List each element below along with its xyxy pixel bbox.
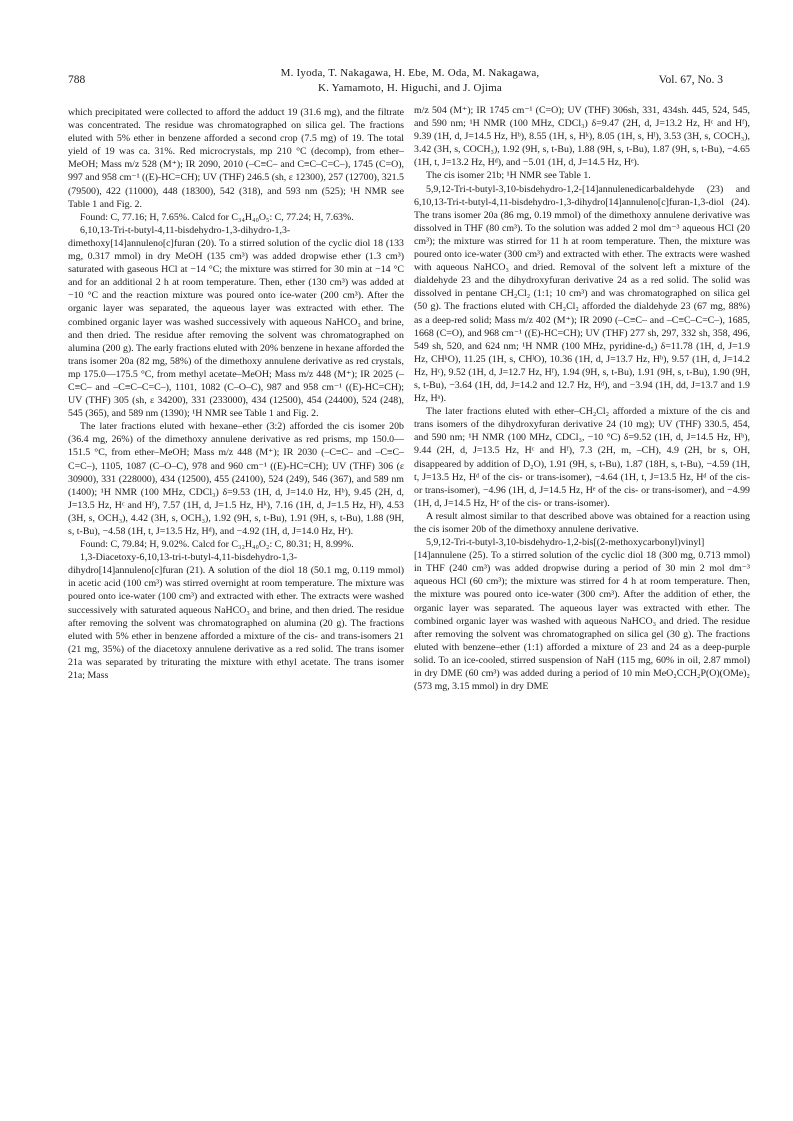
running-head-authors-line-2: K. Yamamoto, H. Higuchi, and J. Ojima [317, 82, 502, 94]
paragraph: The later fractions eluted with ether–CH₂Cl₂ afforded a mixture of the cis and trans isomers of the dihydroxyfuran derivative 24 (10 mg); UV (THF) 330.5, 454, and 590 nm; ¹H NMR (100 MHz, CDCl₃, −10 °C) δ=9.52 (1H, d, J=14.5 Hz, Hᵇ), 9.44 (2H, d, J=13.5 Hz, Hᶜ and Hᶠ), 7.3 (2H, m, –CH), 4.9 (2H, br s, OH, disappeared by addition of D₂O), 1.91 (9H, s, t-Bu), 1.87 (18H, s, t-Bu), −4.59 (1H, t, J=13.5 Hz, Hᵈ of the cis- or trans-isomer), −4.64 (1H, t, J=13.5 Hz, Hᵈ of the cis- or trans-isomer), −4.96 (1H, d, J=14.5 Hz, Hᵉ of the cis- or trans-isomer), and −4.99 (1H, d, J=14.5 Hz, Hᵉ of the cis- or trans-isomer). [414, 406, 750, 509]
paragraph: m/z 504 (M⁺); IR 1745 cm⁻¹ (C=O); UV (THF) 306sh, 331, 434sh. 445, 524, 545, and 590 nm; ¹H NMR (100 MHz, CDCl₃) δ=9.47 (2H, d, J=13.2 Hz, Hᶜ and Hᶠ), 9.39 (1H, d, J=14.5 Hz, Hᵇ), 8.55 (1H, s, Hᵏ), 8.05 (1H, s, Hˡ), 3.53 (3H, s, COCH₃), 3.42 (3H, s, COCH₃), 1.92 (9H, s, t-Bu), 1.88 (9H, s, t-Bu), 1.87 (9H, s, t-Bu), −4.65 (1H, t, J=13.2 Hz, Hᵈ), and −5.01 (1H, d, J=14.5 Hz, Hᵉ). [414, 105, 750, 169]
paragraph: A result almost similar to that described above was obtained for a reaction using the cis isomer 20b of the dimethoxy annulene derivative. [414, 510, 750, 535]
running-head-authors-line-1: M. Iyoda, T. Nakagawa, H. Ebe, M. Oda, M. Nakagawa, [280, 67, 540, 79]
paragraph: The cis isomer 21b; ¹H NMR see Table 1. [426, 170, 591, 182]
paragraph: Found: C, 77.16; H, 7.65%. Calcd for C₃₄H₄₀O₅: C, 77.24; H, 7.63%. [80, 211, 354, 223]
right-column [414, 104, 750, 693]
paragraph: 5,9,12-Tri-t-butyl-3,10-bisdehydro-1,2-bis[(2-methoxycarbonyl)vinyl][14]annulene (25). To a stirred solution of the cyclic diol 18 (300 mg, 0.713 mmol) in THF (240 cm³) was added dropwise during a period of 30 min 2 mol dm⁻³ aqueous HCl (60 cm³); the mixture was stirred for 4 h at room temperature. Then, the mixture was poured onto ice-water (300 cm³). After the addition of ether, the organic layer was separated. The aqueous layer was extracted with ether. The combined organic layer was washed with aqueous NaHCO₃ and dried. The residue after removing the solvent was chromatographed on silica gel (30 g). The fractions eluted with benzene–ether (1:1) afforded a mixture of 23 and 24 as a deep-purple solid. To an ice-cooled, stirred suspension of NaH (115 mg, 60% in oil, 2.87 mmol) in dry DME (60 cm³) was added during a period of 10 min MeO₂CCH₂P(O)(OMe)₂ (573 mg, 3.15 mmol) in dry DME [414, 537, 750, 693]
paragraph: The later fractions eluted with hexane–ether (3:2) afforded the cis isomer 20b (36.4 mg, 26%) of the dimethoxy annulene derivative as red prisms, mp 150.0—151.5 °C, from ether–MeOH; Mass m/z 448 (M⁺); IR 2030 (–C≡C– and –C≡C–C=C–), 1105, 1087 (C–O–C), 978 and 960 cm⁻¹ ((E)-HC=CH); UV (THF) 306 (ε 30900), 331 (228000), 434 (12500), 455 (24100), 524 (249), 546 (367), and 589 nm (1400); ¹H NMR (100 MHz, CDCl₃) δ=9.53 (1H, d, J=14.0 Hz, Hᵇ), 9.45 (2H, d, J=13.5 Hz, Hᶜ and Hᶠ), 7.57 (1H, d, J=1.5 Hz, Hᵏ), 7.16 (1H, d, J=1.5 Hz, Hˡ), 4.53 (3H, s, OCH₃), 4.42 (3H, s, OCH₃), 1.92 (9H, s, t-Bu), 1.91 (9H, s, t-Bu), 1.88 (9H, s, t-Bu), −4.58 (1H, t, J=13.5 Hz, Hᵈ), and −4.92 (1H, d, J=14.0 Hz, Hᵉ). [68, 421, 404, 537]
running-head [200, 66, 620, 96]
paragraph: 1,3-Diacetoxy-6,10,13-tri-t-butyl-4,11-bisdehydro-1,3-dihydro[14]annuleno[c]furan (21). A solution of the diol 18 (50.1 mg, 0.119 mmol) in acetic acid (100 cm³) was stirred overnight at room temperature. The mixture was poured onto ice-water (100 cm³) and extracted with ether. The extracts were washed successively with saturated aqueous NaHCO₃ and brine, and then dried. The residue after removing the solvent was chromatographed on alumina (20 g). The fractions eluted with 5% ether in benzene afforded a mixture of the cis- and trans-isomers 21 (21 mg, 35%) of the diacetoxy annulene derivative as a red solid. The trans isomer 21a was separated by triturating the mixture with ethyl acetate. The trans isomer 21a; Mass [68, 552, 404, 682]
paragraph: 5,9,12-Tri-t-butyl-3,10-bisdehydro-1,2-[14]annulenedicarbaldehyde (23) and 6,10,13-Tri-t-butyl-4,11-bisdehydro-1,3-dihydro[14]annuleno[c]furan-1,3-diol (24). The trans isomer 20a (86 mg, 0.19 mmol) of the dimethoxy annulene derivative was dissolved in THF (80 cm³). To the solution was added 2 mol dm⁻³ aqueous HCl (20 cm³); the mixture was stirred for 11 h at room temperature. Then, the mixture was poured onto ice-water (300 cm³) and extracted with ether. The extracts were washed with aqueous NaHCO₃ and dried. Removal of the solvent left a mixture of the dialdehyde 23 and the dihydroxyfuran derivative 24 as a red solid. The solid was dissolved in pentane CH₂Cl₂ (1:1; 10 cm³) and was chromatographed on silica gel (50 g). The fractions eluted with CH₂Cl₂ afforded the dialdehyde 23 (67 mg, 88%) as a deep-red solid; Mass m/z 402 (M⁺); IR 2090 (–C≡C– and –C≡C–C=C–), 1685, 1668 (C=O), and 968 cm⁻¹ ((E)-HC=CH); UV (THF) 277 sh, 297, 332 sh, 358, 496, 549 sh, 520, and 624 nm; ¹H NMR (100 MHz, pyridine-d₅) δ=11.78 (1H, d, J=1.9 Hz, CHᵏO), 11.25 (1H, s, CHˡO), 10.36 (1H, d, J=13.7 Hz, Hᵇ), 9.57 (1H, d, J=14.2 Hz, Hᶜ), 9.52 (1H, d, J=12.7 Hz, Hᶠ), 1.94 (9H, s, t-Bu), 1.91 (9H, s, t-Bu), 1.90 (9H, s, t-Bu), −3.64 (1H, dd, J=14.2 and 12.7 Hz, Hᵈ), and −3.94 (1H, dd, J=13.7 and 1.9 Hz, Hᵃ). [414, 183, 750, 405]
volume-info: Vol. 67, No. 3 [658, 74, 723, 86]
page-number: 788 [68, 74, 86, 86]
paragraph: 6,10,13-Tri-t-butyl-4,11-bisdehydro-1,3-dihydro-1,3-dimethoxy[14]annuleno[c]furan (20). To a stirred solution of the cyclic diol 18 (133 mg, 0.317 mmol) in dry MeOH (135 cm³) was added dropwise ether (1.3 cm³) saturated with gaseous HCl at −14 °C; the mixture was stirred for 30 min at −14 °C and for an additional 2 h at room temperature. Then, ether (130 cm³) was added at −10 °C and the reaction mixture was poured onto ice-water (200 cm³). After the organic layer was separated, the aqueous layer was extracted with ether. The combined organic layer was washed successively with aqueous NaHCO₃ and brine, and then dried. The residue after removing the solvent was chromatographed on alumina (200 g). The early fractions eluted with 20% benzene in hexane afforded the trans isomer 20a (82 mg, 58%) of the dimethoxy annulene derivative as red crystals, mp 175.0—175.5 °C, from methyl acetate–MeOH; Mass m/z 448 (M⁺); IR 2025 (–C≡C– and –C≡C–C=C–), 1101, 1082 (C–O–C), 987 and 958 cm⁻¹ ((E)-HC=CH); UV (THF) 305 (sh, ε 34200), 331 (233000), 434 (12500), 454 (24400), 524 (248), 545 (365), and 589 nm (1390); ¹H NMR see Table 1 and Fig. 2. [68, 224, 404, 420]
paragraph: which precipitated were collected to afford the adduct 19 (31.6 mg), and the filtrate was concentrated. The residue was chromatographed on silica gel. The fractions eluted with 5% ether in benzene afforded a second crop (7.5 mg) of 19. The total yield of 19 was ca. 31%. Red microcrystals, mp 210 °C (decomp), from ether–MeOH; Mass m/z 528 (M⁺); IR 2090, 2010 (–C≡C– and C≡C–C=C–), 1745 (C=O), 997 and 958 cm⁻¹ ((E)-HC=CH); UV (THF) 246.5 (sh, ε 12300), 257 (12700), 321.5 (79500), 422 (11000), 448 (18300), 542 (318), and 593 nm (525); ¹H NMR see Table 1 and Fig. 2. [68, 107, 404, 210]
paragraph: Found: C, 79.84; H, 9.02%. Calcd for C₃₂H₄₀O₂: C, 80.31; H, 8.99%. [80, 539, 354, 551]
left-column [68, 106, 404, 682]
